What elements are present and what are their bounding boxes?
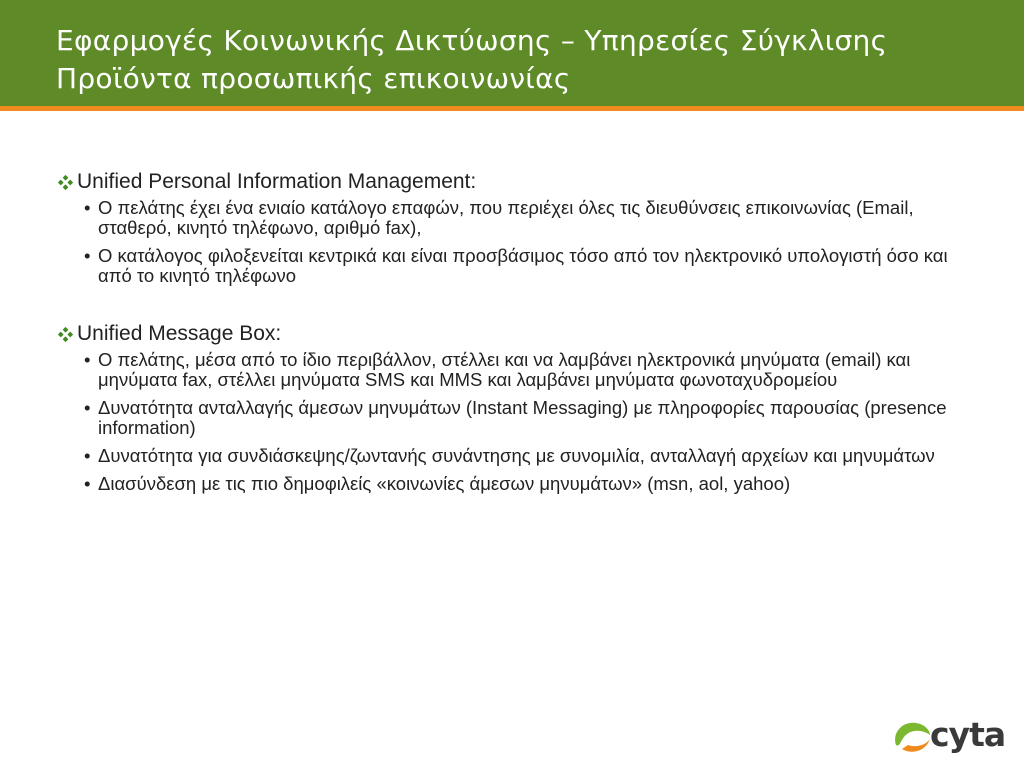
list-item: • Ο πελάτης έχει ένα ενιαίο κατάλογο επαφών, που περιέχει όλες τις διευθύνσεις επικοινωνίας (Email, σταθερό, κινητό τηλέφωνο, αριθμό fax), <box>84 198 966 238</box>
section-heading <box>56 168 966 196</box>
cyta-logo-icon <box>890 715 934 759</box>
slide-content <box>56 168 966 528</box>
slide-title <box>56 22 1006 98</box>
header-bar <box>0 0 1024 106</box>
title-line-2: Προϊόντα προσωπικής επικοινωνίας <box>56 62 571 95</box>
cyta-logo <box>890 713 1016 759</box>
list-item: • Δυνατότητα για συνδιάσκεψης/ζωντανής συνάντησης με συνομιλία, ανταλλαγή αρχείων και μηνυμάτων <box>84 446 966 466</box>
section-unified-pim <box>56 168 966 286</box>
diamond-bullet-icon <box>56 325 75 344</box>
list-item: • Ο κατάλογος φιλοξενείται κεντρικά και είναι προσβάσιμος τόσο από τον ηλεκτρονικό υπολογιστή όσο και από το κινητό τηλέφωνο <box>84 246 966 286</box>
list-item: • Δυνατότητα ανταλλαγής άμεσων μηνυμάτων (Instant Messaging) με πληροφορίες παρουσίας (presence information) <box>84 398 966 438</box>
diamond-bullet-icon <box>56 173 75 192</box>
section-heading <box>56 320 966 348</box>
bullet-list <box>56 198 966 286</box>
list-item: • Διασύνδεση με τις πιο δημοφιλείς «κοινωνίες άμεσων μηνυμάτων» (msn, aol, yahoo) <box>84 474 966 494</box>
bullet-list <box>56 350 966 494</box>
section-heading-text: Unified Personal Information Management: <box>77 170 477 193</box>
section-heading-text: Unified Message Box: <box>77 322 282 345</box>
cyta-logo-text: cyta <box>930 715 1006 754</box>
title-line-1: Εφαρμογές Κοινωνικής Δικτύωσης – Υπηρεσίες Σύγκλισης <box>56 24 888 57</box>
header-accent-line <box>0 106 1024 111</box>
section-unified-message-box <box>56 320 966 494</box>
list-item: • Ο πελάτης, μέσα από το ίδιο περιβάλλον, στέλλει και να λαμβάνει ηλεκτρονικά μηνύματα (email) και μηνύματα fax, στέλλει μηνύματα SMS και MMS και λαμβάνει μηνύματα φωνοταχυδρομείου <box>84 350 966 390</box>
